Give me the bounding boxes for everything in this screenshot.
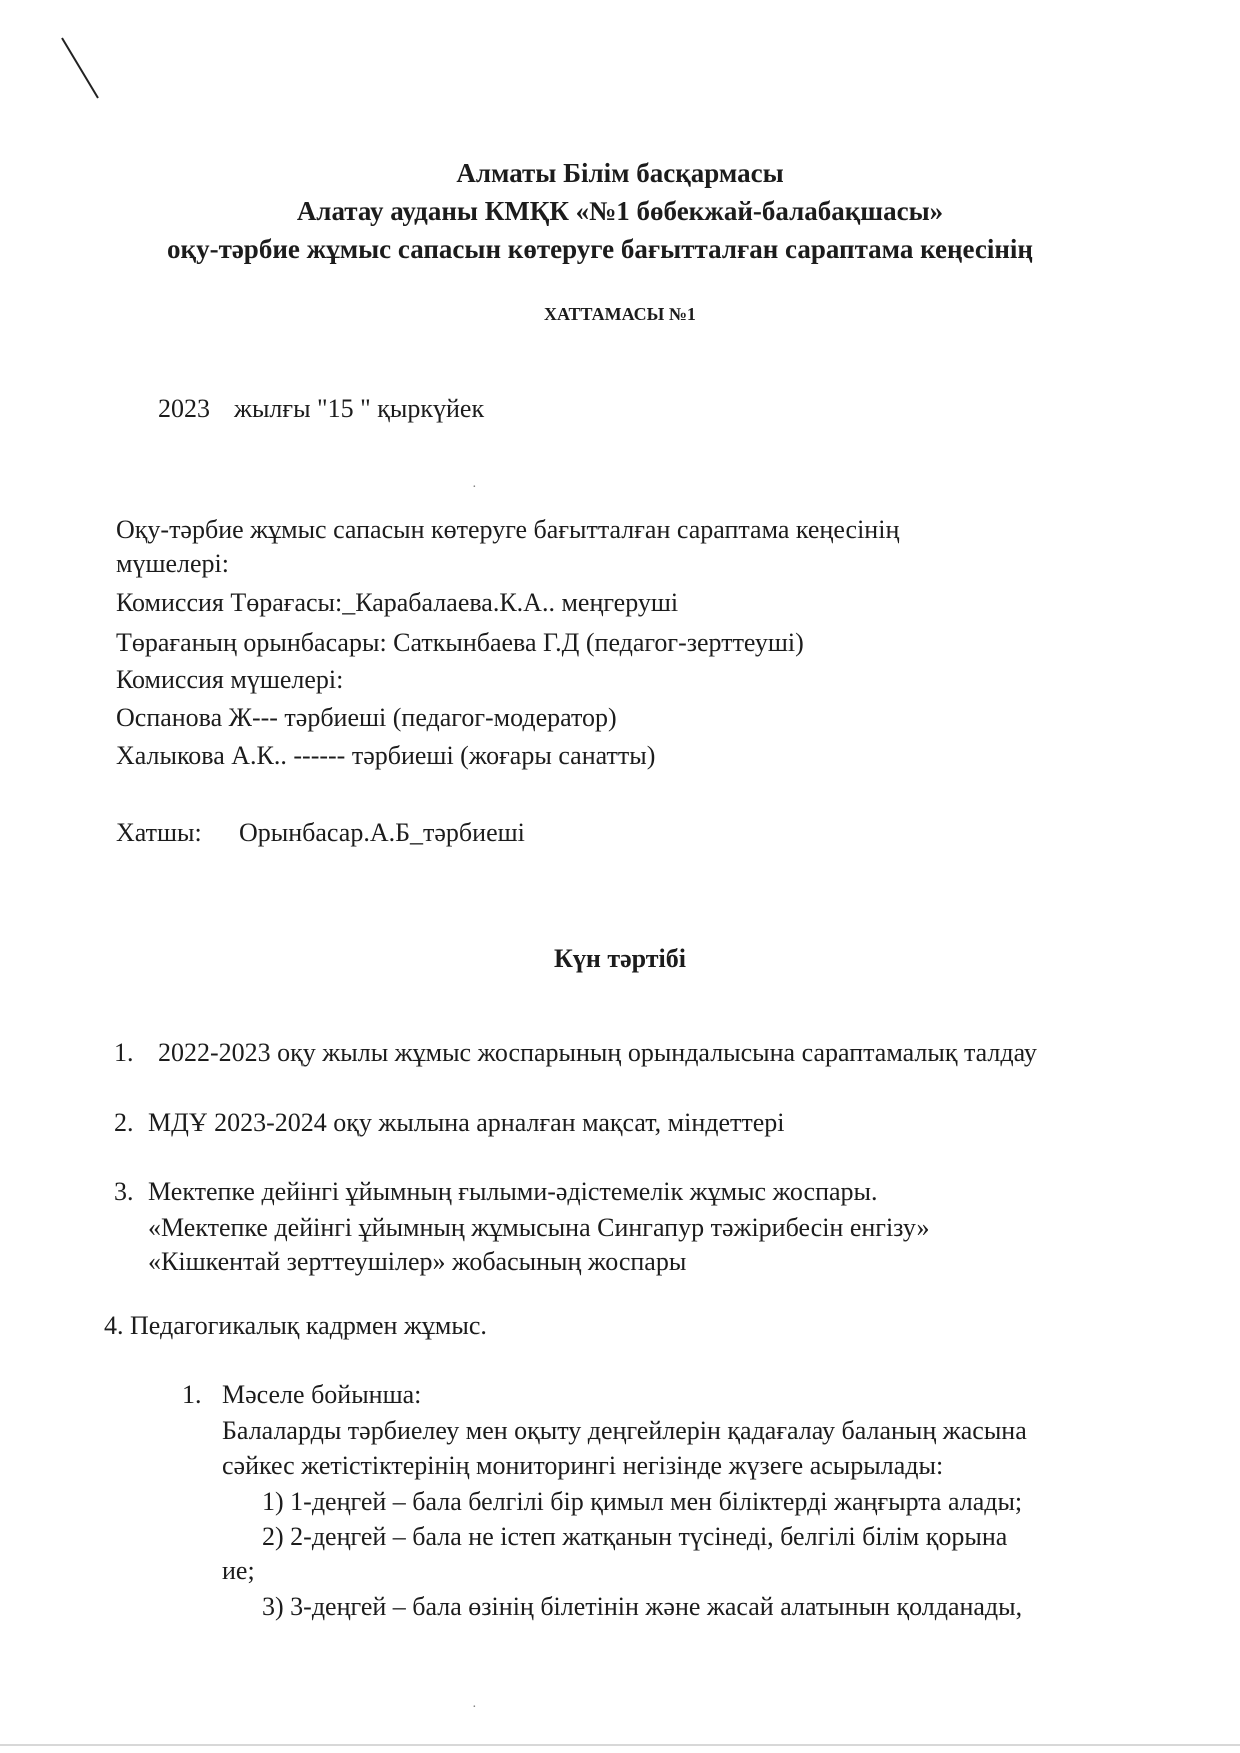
date-year: 2023 [158,394,210,423]
agenda-item-3-line3: «Кішкентай зерттеушілер» жобасының жоспары [148,1247,687,1276]
issue-level-1: 1) 1-деңгей – бала белгілі бір қимыл мен біліктерді жаңғырта алады; [262,1487,1023,1516]
secretary-name: Орынбасар.А.Б_тәрбиеші [239,818,525,847]
agenda-item-4: 4. Педагогикалық кадрмен жұмыс. [104,1311,487,1340]
issue-level-3: 3) 3-деңгей – бала өзінің білетінін және жасай алатынын қолданады, [262,1592,1023,1621]
issue-level-2-line1: 2) 2-деңгей – бала не істеп жатқанын түсінеді, белгілі білім қорына [262,1522,1008,1551]
issue-body-line2: сәйкес жетістіктерінің мониторингі негізінде жүзеге асырылады: [222,1451,944,1480]
council-deputy: Төрағаның орынбасары: Саткынбаева Г.Д (педагог-зерттеуші) [116,628,804,657]
secretary-label: Хатшы: [116,818,202,847]
issue-level-2-line2: ие; [222,1556,255,1585]
issue-number: 1. [182,1380,202,1409]
council-intro-line1: Оқу-тәрбие жұмыс сапасын көтеруге бағытталған сараптама кеңесінің [116,515,900,544]
date-text: жылғы "15 " қыркүйек [234,394,485,423]
agenda-item-3-line2: «Мектепке дейінгі ұйымның жұмысына Сингапур тәжірибесін енгізу» [148,1213,930,1242]
header-council: оқу-тәрбие жұмыс сапасын көтеруге бағытталған сараптама кеңесінің [167,234,1033,264]
council-intro-line2: мүшелері: [116,549,229,578]
agenda-item-2-number: 2. [114,1108,134,1137]
council-chair: Комиссия Төрағасы:_Карабалаева.К.А.. меңгеруші [116,588,679,617]
agenda-item-2: МДҰ 2023-2024 оқу жылына арналған мақсат, міндеттері [148,1108,785,1137]
council-members-label: Комиссия мүшелері: [116,665,344,694]
header-organization: Алматы Білім басқармасы [456,158,784,188]
council-member-2: Халыкова А.К.. ------ тәрбиеші (жоғары санатты) [116,741,656,770]
council-member-1: Оспанова Ж--- тәрбиеші (педагог-модератор) [116,703,617,732]
agenda-item-3-line1: Мектепке дейінгі ұйымның ғылыми-әдістемелік жұмыс жоспары. [148,1177,878,1206]
agenda-item-1-number: 1. [114,1038,134,1067]
agenda-item-1: 2022-2023 оқу жылы жұмыс жоспарының орындалысына сараптамалық талдау [158,1038,1037,1067]
issue-body-line1: Балаларды тәрбиелеу мен оқыту деңгейлерін қадағалау баланың жасына [222,1416,1027,1445]
issue-heading: Мәселе бойынша: [222,1380,422,1409]
scan-edge [0,1744,1240,1746]
scan-speck: · [472,1700,477,1715]
header-kindergarten: Алатау ауданы КМҚК «№1 бөбекжай-балабақшасы» [296,196,944,226]
agenda-title: Күн тәртібі [554,944,686,973]
agenda-item-3-number: 3. [114,1177,134,1206]
protocol-title: ХАТТАМАСЫ №1 [544,304,696,324]
pen-stroke-mark [58,34,108,104]
scan-speck: · [472,480,477,495]
